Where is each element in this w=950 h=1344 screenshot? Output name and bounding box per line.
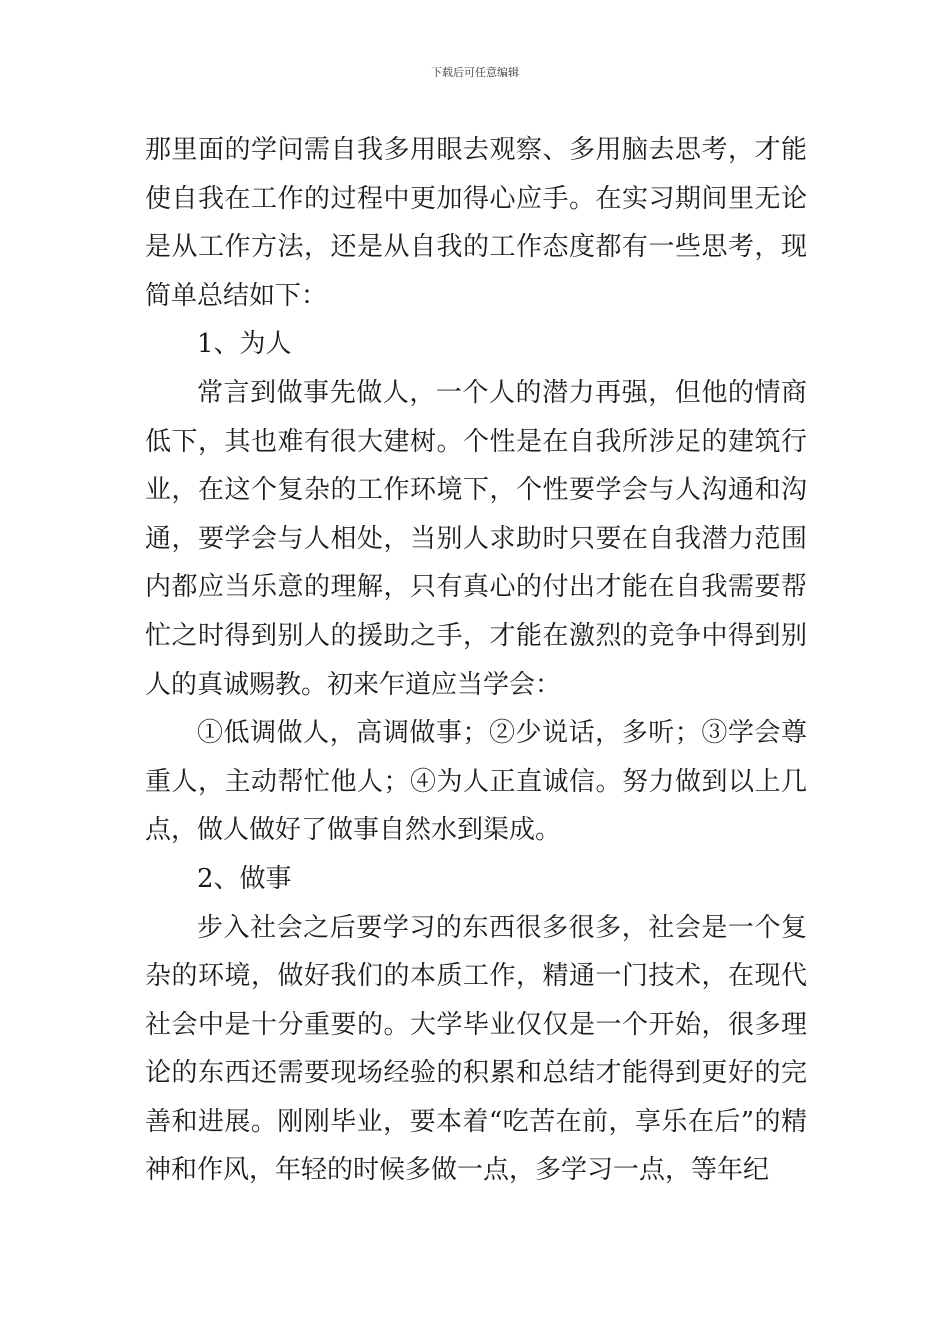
paragraph-work: 步入社会之后要学习的东西很多很多，社会是一个复杂的环境，做好我们的本质工作，精通一门技术，在现代社会中是十分重要的。大学毕业仅仅是一个开始，很多理论的东西还需要现场经验的积累和总结才能得到更好的完善和进展。刚刚毕业，要本着“吃苦在前，享乐在后”的精神和作风，年轻的时候多做一点，多学习一点，等年纪 [145,912,807,1186]
paragraph-intro: 那里面的学问需自我多用眼去观察、多用脑去思考，才能使自我在工作的过程中更加得心应手。在实习期间里无论是从工作方法，还是从自我的工作态度都有一些思考，现简单总结如下： [145,135,807,311]
section-heading-1: 1、为人 [197,329,292,360]
page-header-note: 下载后可任意编辑 [431,66,519,79]
section-heading-2: 2、做事 [197,863,292,894]
paragraph-conduct: 常言到做事先做人，一个人的潜力再强，但他的情商低下，其也难有很大建树。个性是在自我所涉足的建筑行业，在这个复杂的工作环境下，个性要学会与人沟通和沟通，要学会与人相处，当别人求助时只要在自我潜力范围内都应当乐意的理解，只有真心的付出才能在自我需要帮忙之时得到别人的援助之手，才能在激烈的竞争中得到别人的真诚赐教。初来乍道应当学会： [145,377,807,700]
paragraph-conduct-list: ①低调做人，高调做事；②少说话，多听；③学会尊重人，主动帮忙他人；④为人正直诚信。努力做到以上几点，做人做好了做事自然水到渠成。 [145,718,807,846]
document-body [145,126,807,1195]
